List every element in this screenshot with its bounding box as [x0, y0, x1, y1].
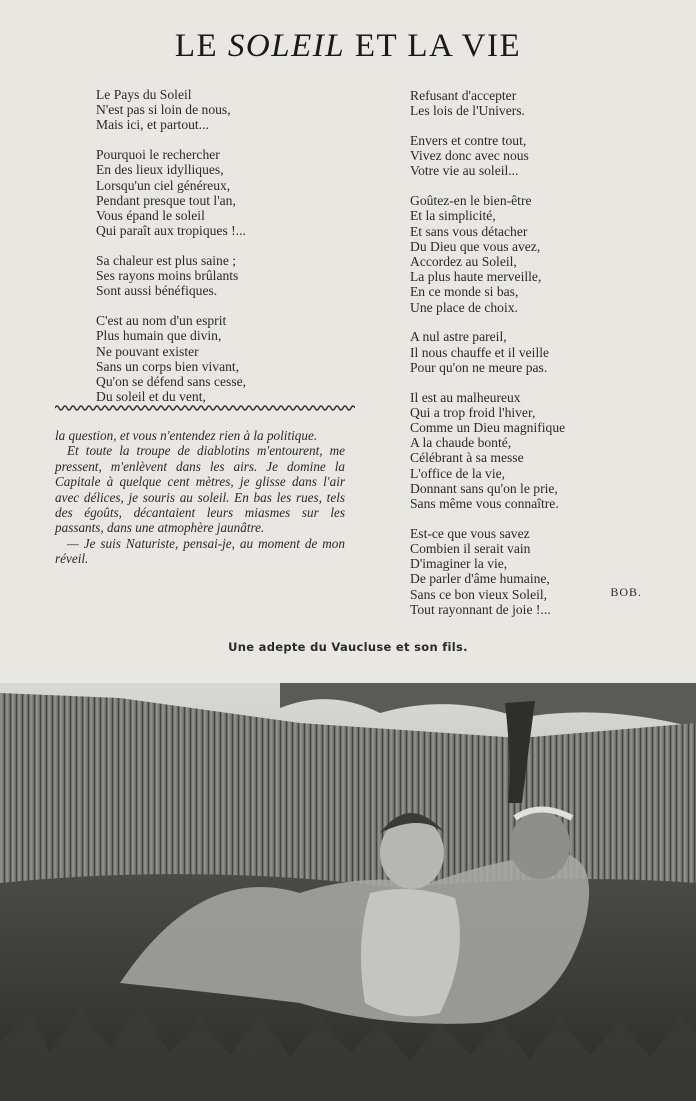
poem-right-column	[410, 88, 650, 632]
poem-line: Vous épand le soleil	[96, 208, 205, 224]
poem-line: Tout rayonnant de joie !...	[410, 601, 551, 617]
poem_left-stanza	[96, 253, 356, 299]
poem-line: Envers et contre tout,	[410, 133, 527, 148]
page-title	[0, 28, 696, 65]
poem-line: Combien il serait vain	[410, 541, 531, 557]
poem-line: Plus humain que divin,	[96, 328, 222, 344]
poem-line: N'est pas si loin de nous,	[96, 102, 231, 118]
photo-caption: Une adepte du Vaucluse et son fils.	[228, 640, 468, 654]
photo-mother-and-son	[0, 683, 696, 1101]
poem-line: D'imaginer la vie,	[410, 556, 508, 572]
poem-line: Qui paraît aux tropiques !...	[96, 223, 246, 239]
poem-line: Sont aussi bénéfiques.	[96, 283, 218, 299]
poem_left-stanza	[96, 87, 356, 133]
prose-paragraph-2: Et toute la troupe de diablotins m'entourent, me pressent, m'enlèvent dans les airs. Je domine la Capitale à quelque cent mètres, je glisse dans l'air avec délices, je souris au soleil. En bas les rues, tels des égoûts, décantaient leurs miasmes sur les passants, dans une atmophère jaunâtre.	[55, 443, 345, 536]
prose-excerpt	[55, 428, 345, 567]
poem-line: Du soleil et du vent,	[96, 389, 206, 405]
poem-line: Qui a trop froid l'hiver,	[410, 404, 536, 420]
author-signature: BOB.	[610, 585, 642, 599]
poem-line: Lorsqu'un ciel généreux,	[96, 177, 231, 193]
poem_right-stanza	[410, 390, 650, 512]
poem-line: Vivez donc avec nous	[410, 148, 529, 164]
prose-paragraph-3: — Je suis Naturiste, pensai-je, au moment de mon réveil.	[55, 535, 345, 567]
poem-line: Sa chaleur est plus saine ;	[96, 253, 237, 269]
poem_right-stanza	[410, 329, 650, 375]
poem-line: Comme un Dieu magnifique	[410, 420, 566, 436]
poem-line: Accordez au Soleil,	[410, 254, 517, 270]
poem_right-stanza	[410, 193, 650, 315]
poem-line: Refusant d'accepter	[410, 88, 517, 103]
poem-line: L'office de la vie,	[410, 465, 506, 481]
poem-line: Il est au malheureux	[410, 389, 521, 405]
title-part-1: LE	[174, 28, 228, 64]
poem-line: Les lois de l'Univers.	[410, 103, 525, 119]
poem_left-stanza	[96, 147, 356, 238]
poem-line: Goûtez-en le bien-être	[410, 193, 532, 209]
poem-line: En des lieux idylliques,	[96, 162, 224, 178]
poem-line: Et sans vous détacher	[410, 223, 528, 239]
poem-line: Votre vie au soleil...	[410, 163, 519, 179]
poem-line: C'est au nom d'un esprit	[96, 313, 227, 329]
poem_right-stanza	[410, 133, 650, 179]
poem-left-column	[96, 87, 356, 419]
poem-line: A la chaude bonté,	[410, 435, 512, 451]
poem-line: Ne pouvant exister	[96, 343, 199, 359]
poem-line: Sans même vous connaître.	[410, 496, 559, 512]
poem-line: Qu'on se défend sans cesse,	[96, 374, 247, 390]
poem-line: Il nous chauffe et il veille	[410, 344, 550, 360]
poem-line: Le Pays du Soleil	[96, 87, 192, 102]
poem-line: En ce monde si bas,	[410, 284, 519, 300]
wavy-divider	[55, 403, 355, 413]
poem-line: Et la simplicité,	[410, 208, 496, 224]
poem-line: Donnant sans qu'on le prie,	[410, 480, 558, 496]
poem-line: Pour qu'on ne meure pas.	[410, 359, 548, 375]
poem-line: Pourquoi le rechercher	[96, 147, 220, 163]
poem-line: A nul astre pareil,	[410, 329, 507, 345]
poem-line: Sans un corps bien vivant,	[96, 358, 240, 374]
poem-line: La plus haute merveille,	[410, 269, 542, 285]
poem_right-stanza	[410, 88, 650, 118]
poem-line: De parler d'âme humaine,	[410, 571, 550, 587]
poem-line: Célébrant à sa messe	[410, 450, 524, 466]
poem-line: Une place de choix.	[410, 299, 518, 315]
poem-line: Mais ici, et partout...	[96, 117, 209, 133]
poem-line: Pendant presque tout l'an,	[96, 192, 236, 208]
poem-line: Est-ce que vous savez	[410, 525, 530, 541]
poem_right-stanza	[410, 526, 650, 617]
prose-paragraph-1: la question, et vous n'entendez rien à la politique.	[55, 428, 318, 443]
poem_left-stanza	[96, 313, 356, 404]
title-part-3: ET LA VIE	[345, 28, 522, 64]
title-part-2: SOLEIL	[227, 28, 346, 64]
poem-line: Ses rayons moins brûlants	[96, 268, 239, 284]
poem-line: Sans ce bon vieux Soleil,	[410, 586, 548, 602]
poem-line: Du Dieu que vous avez,	[410, 238, 541, 254]
